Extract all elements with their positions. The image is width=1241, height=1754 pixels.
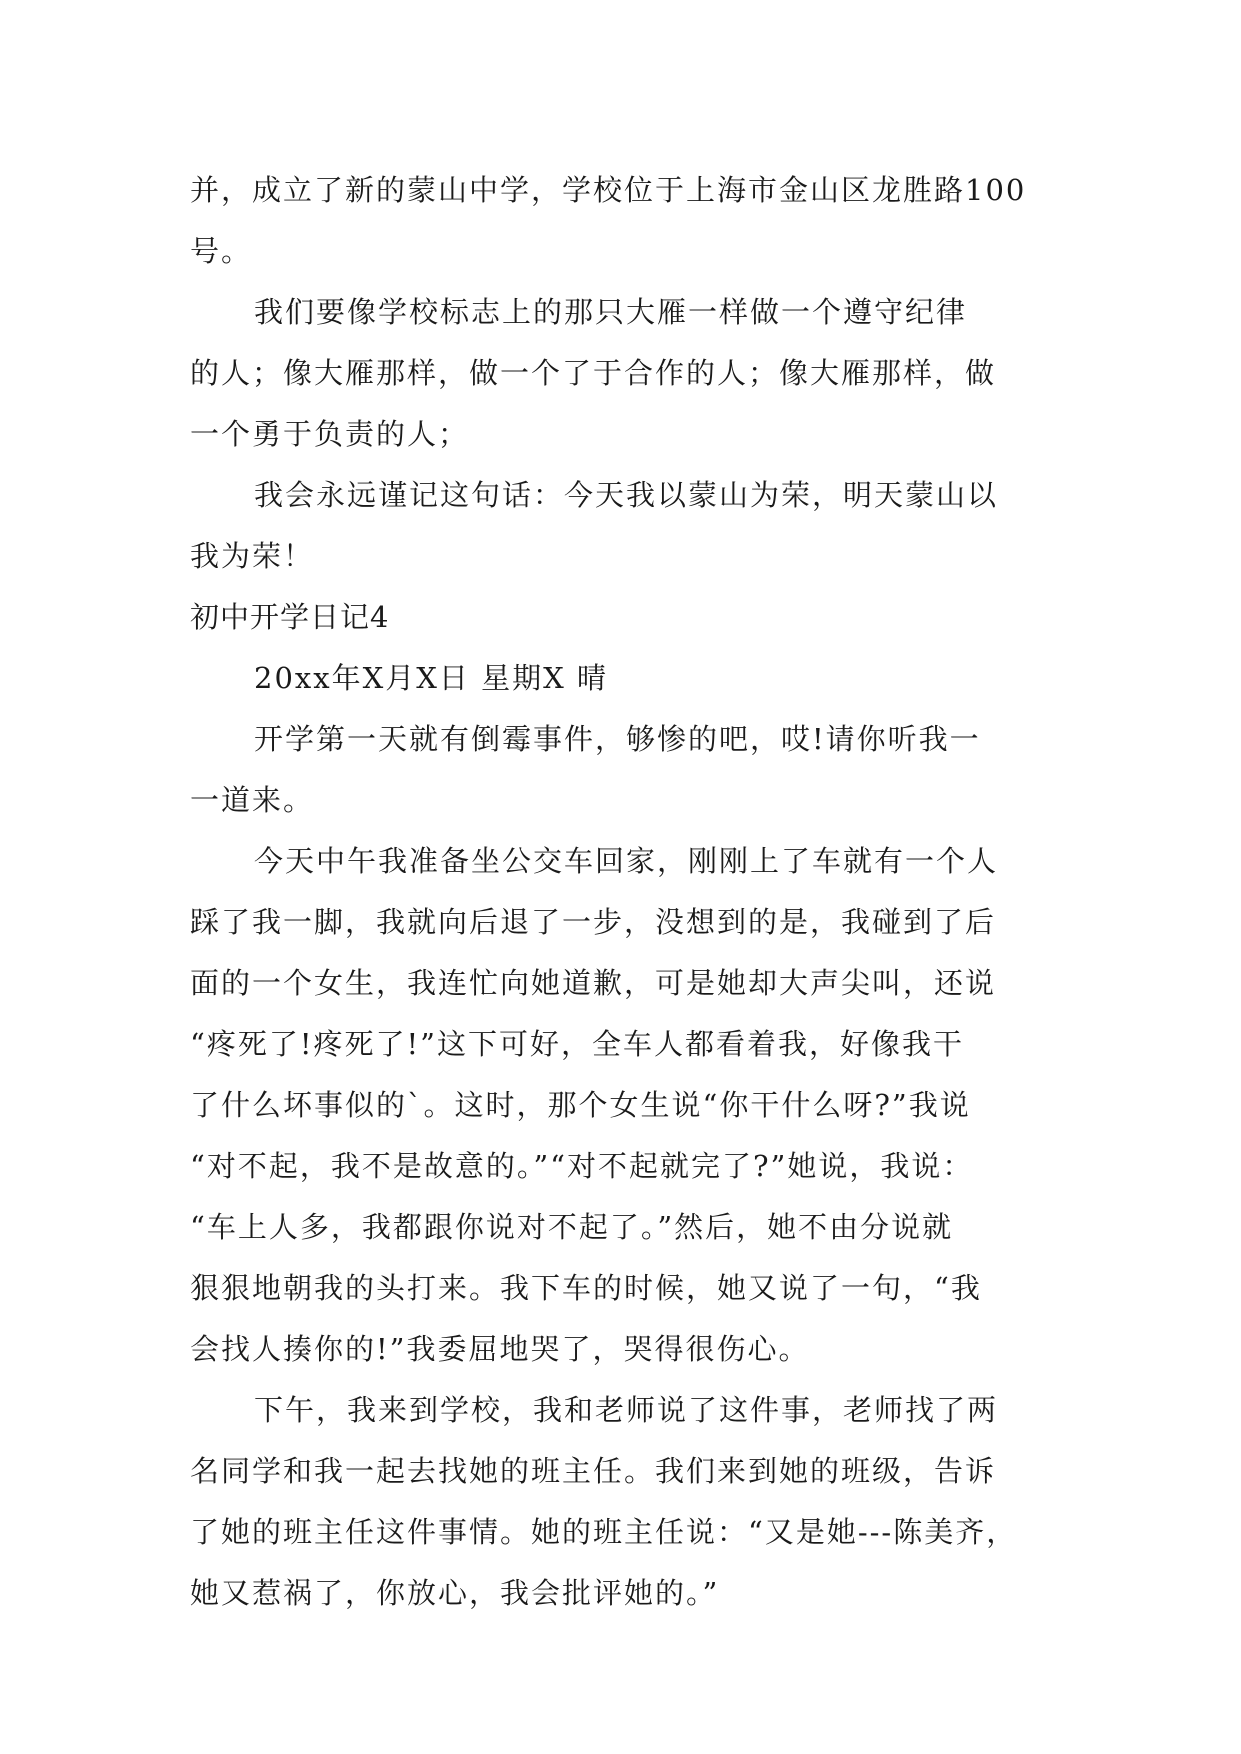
document-body [190,160,1050,1624]
text-line: 20xx年X月X日 星期X 晴 [254,661,608,695]
text-line: 我为荣！ [190,539,315,573]
text-line: 的人；像大雁那样，做一个了于合作的人；像大雁那样，做 [190,356,997,390]
text-line: 我们要像学校标志上的那只大雁一样做一个遵守纪律 [254,295,968,329]
text-line: 一个勇于负责的人； [190,417,470,451]
text-line: 狠狠地朝我的头打来。我下车的时候，她又说了一句，“我 [190,1271,982,1305]
text-line: 下午，我来到学校，我和老师说了这件事，老师找了两 [254,1393,999,1427]
text-line: 了什么坏事似的`。这时，那个女生说“你干什么呀?”我说 [190,1088,971,1122]
text-line: “对不起，我不是故意的。”“对不起就完了?”她说，我说： [190,1149,974,1183]
text-line: 她又惹祸了，你放心，我会批评她的。” [190,1576,720,1610]
text-line: 号。 [190,234,253,268]
text-line: 我会永远谨记这句话：今天我以蒙山为荣，明天蒙山以 [254,478,999,512]
text-line: 了她的班主任这件事情。她的班主任说：“又是她---陈美齐， [190,1515,1018,1549]
text-line: 并，成立了新的蒙山中学，学校位于上海市金山区龙胜路100 [190,173,1027,207]
text-line: 名同学和我一起去找她的班主任。我们来到她的班级，告诉 [190,1454,997,1488]
text-line: 面的一个女生，我连忙向她道歉，可是她却大声尖叫，还说 [190,966,997,1000]
text-line: 会找人揍你的!”我委屈地哭了，哭得很伤心。 [190,1332,810,1366]
text-line: “车上人多，我都跟你说对不起了。”然后，她不由分说就 [190,1210,954,1244]
text-line: 一道来。 [190,783,315,817]
text-line: 开学第一天就有倒霉事件，够惨的吧，哎!请你听我一 [254,722,981,756]
text-line: 今天中午我准备坐公交车回家，刚刚上了车就有一个人 [254,844,999,878]
text-line: “疼死了!疼死了!”这下可好，全车人都看着我，好像我干 [190,1027,964,1061]
section-heading: 初中开学日记4 [190,600,390,634]
text-line: 踩了我一脚，我就向后退了一步，没想到的是，我碰到了后 [190,905,997,939]
